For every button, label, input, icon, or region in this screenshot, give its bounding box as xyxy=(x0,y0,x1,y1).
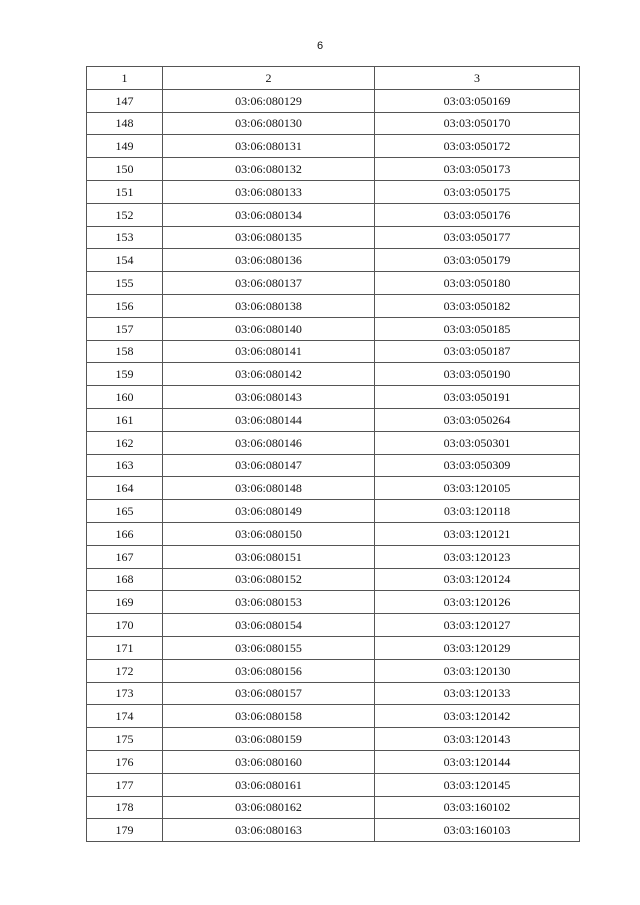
table-row xyxy=(87,545,580,568)
table-row xyxy=(87,796,580,819)
table-cell-col-3: 03:03:050301 xyxy=(375,431,580,454)
page-number: 6 xyxy=(316,40,324,52)
table-cell-col-1: 151 xyxy=(87,180,163,203)
table-cell-col-1: 171 xyxy=(87,636,163,659)
table-cell-col-2: 03:06:080162 xyxy=(163,796,375,819)
table-cell-col-3: 03:03:120142 xyxy=(375,705,580,728)
header-row xyxy=(87,67,580,90)
table-cell-col-2: 03:06:080146 xyxy=(163,431,375,454)
table-cell-col-1: 154 xyxy=(87,249,163,272)
table-cell-col-1: 156 xyxy=(87,294,163,317)
table-row xyxy=(87,682,580,705)
table-cell-col-2: 03:06:080136 xyxy=(163,249,375,272)
table-cell-col-1: 158 xyxy=(87,340,163,363)
table-row xyxy=(87,226,580,249)
column-header-1: 1 xyxy=(87,67,163,90)
table-cell-col-3: 03:03:120143 xyxy=(375,728,580,751)
table-cell-col-2: 03:06:080148 xyxy=(163,477,375,500)
table-cell-col-3: 03:03:050190 xyxy=(375,363,580,386)
table-cell-col-2: 03:06:080134 xyxy=(163,203,375,226)
table-cell-col-3: 03:03:120130 xyxy=(375,659,580,682)
table-row xyxy=(87,705,580,728)
table-cell-col-2: 03:06:080147 xyxy=(163,454,375,477)
table-cell-col-3: 03:03:120133 xyxy=(375,682,580,705)
table-cell-col-1: 170 xyxy=(87,614,163,637)
table-row xyxy=(87,659,580,682)
table-row xyxy=(87,591,580,614)
table-cell-col-2: 03:06:080153 xyxy=(163,591,375,614)
table-cell-col-1: 175 xyxy=(87,728,163,751)
table-row xyxy=(87,386,580,409)
table-cell-col-3: 03:03:050169 xyxy=(375,89,580,112)
table-cell-col-3: 03:03:160103 xyxy=(375,819,580,842)
table-cell-col-1: 172 xyxy=(87,659,163,682)
table-cell-col-1: 160 xyxy=(87,386,163,409)
table-cell-col-3: 03:03:120127 xyxy=(375,614,580,637)
table-cell-col-2: 03:06:080141 xyxy=(163,340,375,363)
table-row xyxy=(87,773,580,796)
table-cell-col-2: 03:06:080150 xyxy=(163,522,375,545)
table-row xyxy=(87,272,580,295)
table-cell-col-3: 03:03:120129 xyxy=(375,636,580,659)
table-row xyxy=(87,477,580,500)
table-cell-col-1: 153 xyxy=(87,226,163,249)
table-cell-col-2: 03:06:080152 xyxy=(163,568,375,591)
table-row xyxy=(87,158,580,181)
table-cell-col-2: 03:06:080161 xyxy=(163,773,375,796)
table-cell-col-2: 03:06:080143 xyxy=(163,386,375,409)
table-cell-col-2: 03:06:080142 xyxy=(163,363,375,386)
table-row xyxy=(87,112,580,135)
table-cell-col-3: 03:03:050180 xyxy=(375,272,580,295)
table-cell-col-2: 03:06:080135 xyxy=(163,226,375,249)
table-cell-col-2: 03:06:080155 xyxy=(163,636,375,659)
table-cell-col-1: 161 xyxy=(87,408,163,431)
table-cell-col-1: 176 xyxy=(87,750,163,773)
table-cell-col-3: 03:03:050170 xyxy=(375,112,580,135)
table-cell-col-3: 03:03:050264 xyxy=(375,408,580,431)
table-header xyxy=(87,67,580,90)
table-row xyxy=(87,317,580,340)
table-cell-col-1: 178 xyxy=(87,796,163,819)
table-cell-col-1: 177 xyxy=(87,773,163,796)
table-cell-col-3: 03:03:120123 xyxy=(375,545,580,568)
table-row xyxy=(87,363,580,386)
table-row xyxy=(87,180,580,203)
table-cell-col-1: 166 xyxy=(87,522,163,545)
table-cell-col-2: 03:06:080138 xyxy=(163,294,375,317)
table-cell-col-3: 03:03:120105 xyxy=(375,477,580,500)
table-cell-col-1: 167 xyxy=(87,545,163,568)
table-cell-col-3: 03:03:050182 xyxy=(375,294,580,317)
table-row xyxy=(87,819,580,842)
table-cell-col-1: 164 xyxy=(87,477,163,500)
table-cell-col-3: 03:03:050175 xyxy=(375,180,580,203)
table-row xyxy=(87,203,580,226)
table-row xyxy=(87,614,580,637)
column-header-2: 2 xyxy=(163,67,375,90)
table-row xyxy=(87,728,580,751)
table-cell-col-3: 03:03:120145 xyxy=(375,773,580,796)
table-cell-col-3: 03:03:120144 xyxy=(375,750,580,773)
table-row xyxy=(87,249,580,272)
table-cell-col-3: 03:03:050177 xyxy=(375,226,580,249)
table-cell-col-2: 03:06:080159 xyxy=(163,728,375,751)
table-cell-col-3: 03:03:050187 xyxy=(375,340,580,363)
table-cell-col-2: 03:06:080160 xyxy=(163,750,375,773)
table-cell-col-1: 173 xyxy=(87,682,163,705)
table-row xyxy=(87,340,580,363)
table-row xyxy=(87,500,580,523)
table-cell-col-2: 03:06:080154 xyxy=(163,614,375,637)
table-row xyxy=(87,294,580,317)
table-row xyxy=(87,135,580,158)
table-row xyxy=(87,454,580,477)
table-cell-col-3: 03:03:050173 xyxy=(375,158,580,181)
table-cell-col-2: 03:06:080132 xyxy=(163,158,375,181)
table-cell-col-3: 03:03:120126 xyxy=(375,591,580,614)
table-cell-col-2: 03:06:080129 xyxy=(163,89,375,112)
table-row xyxy=(87,408,580,431)
table-cell-col-2: 03:06:080131 xyxy=(163,135,375,158)
table-cell-col-3: 03:03:160102 xyxy=(375,796,580,819)
table-cell-col-3: 03:03:120124 xyxy=(375,568,580,591)
table-cell-col-3: 03:03:050309 xyxy=(375,454,580,477)
table-cell-col-1: 174 xyxy=(87,705,163,728)
table-row xyxy=(87,89,580,112)
table-cell-col-2: 03:06:080151 xyxy=(163,545,375,568)
table-cell-col-2: 03:06:080149 xyxy=(163,500,375,523)
table-cell-col-3: 03:03:050179 xyxy=(375,249,580,272)
table-cell-col-2: 03:06:080157 xyxy=(163,682,375,705)
table-cell-col-2: 03:06:080156 xyxy=(163,659,375,682)
table-cell-col-2: 03:06:080144 xyxy=(163,408,375,431)
table-cell-col-2: 03:06:080140 xyxy=(163,317,375,340)
data-table xyxy=(86,66,580,842)
table-body xyxy=(87,89,580,841)
table-cell-col-3: 03:03:120118 xyxy=(375,500,580,523)
table-row xyxy=(87,522,580,545)
table-cell-col-2: 03:06:080133 xyxy=(163,180,375,203)
table-cell-col-3: 03:03:050185 xyxy=(375,317,580,340)
table-cell-col-1: 162 xyxy=(87,431,163,454)
table-cell-col-2: 03:06:080137 xyxy=(163,272,375,295)
table-cell-col-2: 03:06:080130 xyxy=(163,112,375,135)
table-cell-col-1: 149 xyxy=(87,135,163,158)
table-cell-col-1: 147 xyxy=(87,89,163,112)
table-row xyxy=(87,568,580,591)
table-row xyxy=(87,431,580,454)
column-header-3: 3 xyxy=(375,67,580,90)
table-cell-col-1: 168 xyxy=(87,568,163,591)
table-cell-col-1: 165 xyxy=(87,500,163,523)
table-cell-col-1: 163 xyxy=(87,454,163,477)
table-row xyxy=(87,750,580,773)
table-cell-col-2: 03:06:080163 xyxy=(163,819,375,842)
table-cell-col-1: 169 xyxy=(87,591,163,614)
table-cell-col-3: 03:03:050191 xyxy=(375,386,580,409)
table-cell-col-3: 03:03:050176 xyxy=(375,203,580,226)
table-cell-col-3: 03:03:120121 xyxy=(375,522,580,545)
table-cell-col-1: 159 xyxy=(87,363,163,386)
table-cell-col-1: 155 xyxy=(87,272,163,295)
table-cell-col-1: 148 xyxy=(87,112,163,135)
table-row xyxy=(87,636,580,659)
table-cell-col-1: 150 xyxy=(87,158,163,181)
table-cell-col-3: 03:03:050172 xyxy=(375,135,580,158)
table-cell-col-1: 179 xyxy=(87,819,163,842)
table-cell-col-2: 03:06:080158 xyxy=(163,705,375,728)
table-cell-col-1: 157 xyxy=(87,317,163,340)
table-cell-col-1: 152 xyxy=(87,203,163,226)
